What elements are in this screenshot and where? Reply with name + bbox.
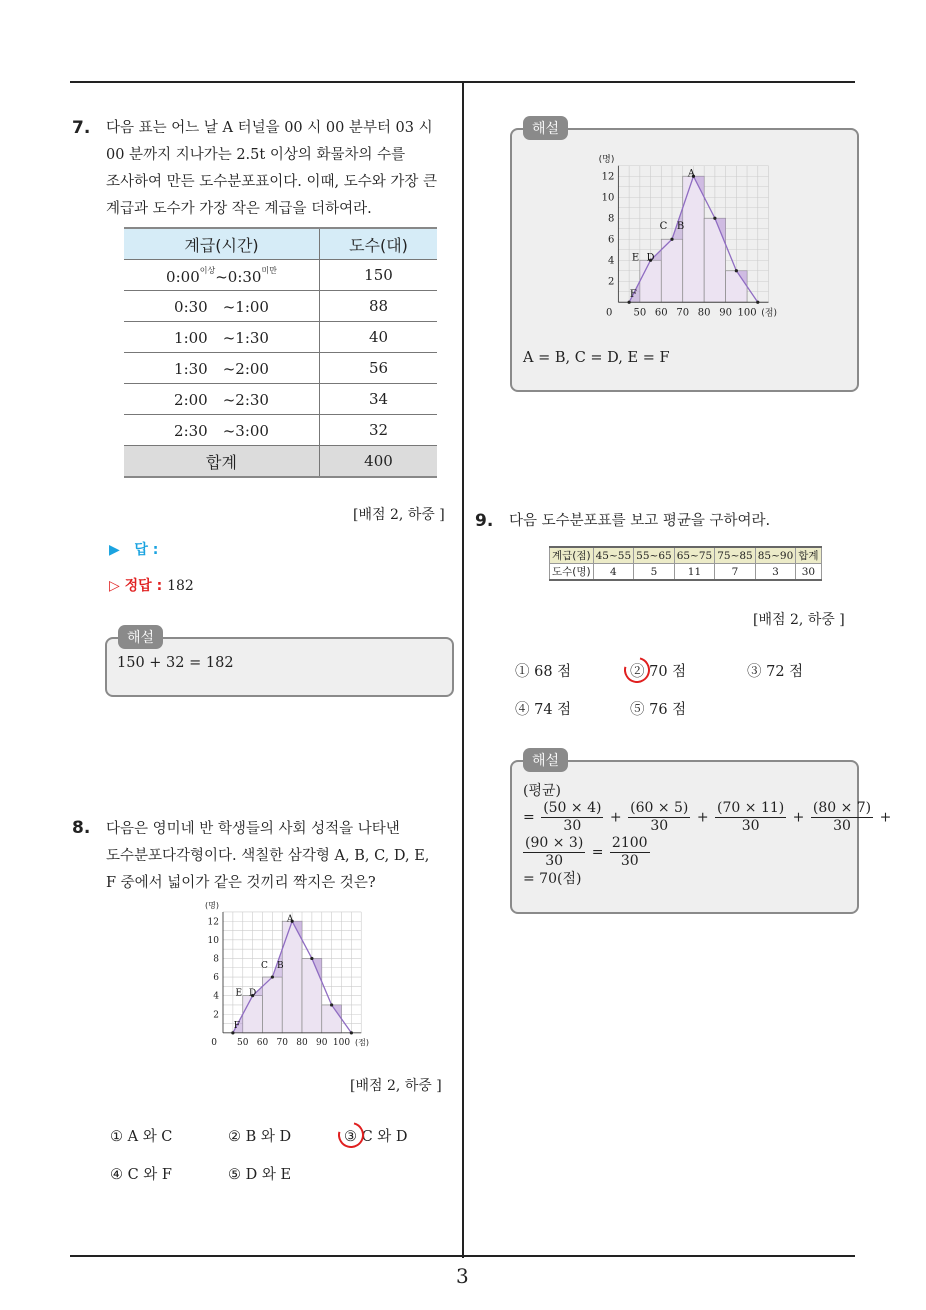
x-tick-label: 60 <box>256 1037 269 1048</box>
explanation-math <box>523 782 891 888</box>
question-7-text <box>106 115 456 223</box>
count-cell: 7 <box>715 564 756 581</box>
table-cell-count: 40 <box>320 322 438 353</box>
question-7-line: 다음 표는 어느 날 A 터널을 00 시 00 분부터 03 시 <box>106 120 433 136</box>
y-unit-label: (명) <box>598 154 615 165</box>
polygon-point <box>310 957 313 960</box>
explanation-answer: A = B, C = D, E = F <box>523 350 670 366</box>
triangle-label: B <box>276 960 284 971</box>
question-7-number: 7. <box>72 118 91 138</box>
option-2[interactable]: ② B 와 D <box>228 1129 292 1145</box>
answer-row <box>109 539 158 559</box>
y-tick-label: 10 <box>601 192 615 204</box>
x-tick-label: 50 <box>237 1037 249 1048</box>
explanation-box-q9 <box>510 760 892 914</box>
fraction <box>715 800 786 835</box>
plus-sign: + <box>879 809 892 826</box>
class-cell: 75~85 <box>715 547 756 564</box>
option-2[interactable]: ② 70 점 <box>630 664 687 680</box>
fraction <box>541 800 603 835</box>
answer-label: 답 : <box>134 542 159 558</box>
table-cell-range: 1:30 ~2:00 <box>124 353 320 384</box>
question-7-line: 조사하여 만든 도수분포표이다. 이때, 도수와 가장 큰 <box>106 174 438 190</box>
polygon-point <box>713 217 716 220</box>
question-8-text <box>106 816 456 897</box>
y-tick-label: 8 <box>608 213 615 225</box>
table-row <box>124 415 437 446</box>
table-row <box>124 322 437 353</box>
question-8-line: 도수분포다각형이다. 색칠한 삼각형 A, B, C, D, E, <box>106 848 430 864</box>
row-label: 계급(점) <box>550 547 594 564</box>
table-total-label: 합계 <box>124 446 320 478</box>
fraction <box>811 800 873 835</box>
histogram-bar <box>263 977 283 1033</box>
question-9-score: [배점 2, 하중 ] <box>753 612 845 628</box>
correct-label: 정답 : <box>124 578 163 594</box>
class-cell: 55~65 <box>634 547 675 564</box>
explanation-box-q8 <box>510 128 859 392</box>
numerator: 2100 <box>611 835 648 851</box>
triangle-label: B <box>676 220 685 232</box>
x-tick-label: 80 <box>697 307 711 319</box>
x-tick-label: 50 <box>633 307 647 319</box>
table-cell-range: 2:00 ~2:30 <box>124 384 320 415</box>
origin-label: 0 <box>211 1037 217 1048</box>
question-7-line: 계급과 도수가 가장 작은 계급을 더하여라. <box>106 201 372 217</box>
option-4[interactable]: ④ 74 점 <box>515 702 572 718</box>
triangle-label: C <box>659 220 668 232</box>
polygon-point <box>670 238 673 241</box>
histogram-bar <box>661 239 682 302</box>
histogram-polygon-chart-left <box>195 898 370 1053</box>
triangle-label: D <box>249 988 257 999</box>
y-tick-label: 6 <box>213 973 219 984</box>
explanation-tab: 해설 <box>118 625 163 649</box>
numerator: (90 × 3) <box>525 835 584 851</box>
x-tick-label: 100 <box>737 307 757 319</box>
question-7-line: 00 분까지 지나가는 2.5t 이상의 화물차의 수를 <box>106 147 406 163</box>
denominator: 30 <box>741 818 760 834</box>
explanation-tab: 해설 <box>523 116 568 140</box>
denominator: 30 <box>563 818 582 834</box>
frequency-table-q7 <box>124 227 437 478</box>
table-total-value: 400 <box>320 446 438 478</box>
histogram-polygon-chart-right <box>588 150 778 325</box>
count-cell: 11 <box>674 564 715 581</box>
denominator: 30 <box>545 853 564 869</box>
mean-heading: (평균) <box>523 783 561 799</box>
correct-answer-row <box>109 575 194 595</box>
polygon-point <box>330 1003 333 1006</box>
question-9-text: 다음 도수분포표를 보고 평균을 구하여라. <box>509 513 771 529</box>
column-divider <box>462 83 464 1258</box>
y-tick-label: 6 <box>608 234 615 246</box>
x-tick-label: 80 <box>296 1037 308 1048</box>
polygon-point <box>735 269 738 272</box>
math-line-1 <box>523 800 891 835</box>
count-cell: 5 <box>634 564 675 581</box>
table-header-class: 계급(시간) <box>124 228 320 260</box>
plus-sign: + <box>792 809 805 826</box>
numerator: (60 × 5) <box>630 800 689 816</box>
mean-result: = 70(점) <box>523 871 582 887</box>
y-tick-label: 2 <box>213 1010 219 1021</box>
question-8-line: F 중에서 넓이가 같은 것끼리 짝지은 것은? <box>106 875 376 891</box>
question-8-line: 다음은 영미네 반 학생들의 사회 성적을 나타낸 <box>106 821 400 837</box>
table-cell-count: 150 <box>320 260 438 291</box>
denominator: 30 <box>833 818 851 834</box>
denominator: 30 <box>650 818 669 834</box>
range-sup-label: 미만 <box>261 265 277 275</box>
y-tick-label: 4 <box>213 991 219 1002</box>
y-tick-label: 10 <box>207 935 219 946</box>
triangle-label: E <box>235 988 243 999</box>
table-row <box>124 384 437 415</box>
y-tick-label: 12 <box>207 917 219 928</box>
table-row <box>124 260 437 291</box>
math-line-2 <box>523 835 891 870</box>
question-7-score: [배점 2, 하중 ] <box>353 507 445 523</box>
option-1[interactable]: ① 68 점 <box>515 664 572 680</box>
y-tick-label: 8 <box>213 954 219 965</box>
x-unit-label: (점) <box>355 1037 369 1047</box>
denominator: 30 <box>620 853 639 869</box>
polygon-point <box>628 301 631 304</box>
play-icon: ▶ <box>109 542 120 558</box>
correct-value: 182 <box>167 578 194 594</box>
triangle-label: C <box>261 960 268 971</box>
selected-answer-mark <box>619 652 655 688</box>
table-row <box>124 291 437 322</box>
total-label: 합계 <box>796 547 821 564</box>
eq-sign: = <box>591 844 604 861</box>
plus-sign: + <box>696 809 709 826</box>
x-tick-label: 70 <box>276 1037 288 1048</box>
triangle-label: F <box>629 289 637 300</box>
fraction <box>523 835 585 870</box>
table-cell-count: 34 <box>320 384 438 415</box>
class-cell: 65~75 <box>674 547 715 564</box>
option-1[interactable]: ① A 와 C <box>110 1129 173 1145</box>
range-from: 0:00 <box>166 267 200 286</box>
eq-sign: = <box>523 809 535 826</box>
bottom-rule <box>70 1255 855 1257</box>
x-tick-label: 90 <box>719 307 732 319</box>
histogram-bar <box>282 921 302 1033</box>
page-number: 3 <box>456 1264 469 1288</box>
x-unit-label: (점) <box>761 308 777 319</box>
numerator: (50 × 4) <box>543 800 602 816</box>
histogram-bar <box>683 176 704 302</box>
y-tick-label: 2 <box>608 276 615 288</box>
selected-answer-mark <box>333 1117 369 1153</box>
table-cell-count: 56 <box>320 353 438 384</box>
histogram-bar <box>640 260 661 302</box>
frequency-table-q9 <box>549 546 822 581</box>
y-tick-label: 4 <box>608 255 615 267</box>
question-8-score: [배점 2, 하중 ] <box>350 1078 442 1094</box>
total-value: 30 <box>796 564 821 581</box>
x-tick-label: 100 <box>332 1037 351 1048</box>
x-tick-label: 70 <box>676 307 690 319</box>
table-row <box>124 353 437 384</box>
numerator: (80 × 7) <box>812 800 872 816</box>
table-cell-range <box>124 260 320 291</box>
explanation-text: 150 + 32 = 182 <box>117 655 234 671</box>
table-cell-count: 32 <box>320 415 438 446</box>
option-4[interactable]: ④ C 와 F <box>110 1167 172 1183</box>
count-cell: 4 <box>593 564 634 581</box>
origin-label: 0 <box>606 307 613 319</box>
fraction <box>610 835 650 870</box>
y-tick-label: 12 <box>601 171 615 183</box>
option-5[interactable]: ⑤ D 와 E <box>228 1167 292 1183</box>
plus-sign: + <box>609 809 622 826</box>
row-label: 도수(명) <box>550 564 594 581</box>
table-cell-count: 88 <box>320 291 438 322</box>
play-outline-icon: ▷ <box>109 578 120 594</box>
class-cell: 85~90 <box>755 547 796 564</box>
triangle-label: E <box>631 252 640 264</box>
option-3[interactable]: ③ 72 점 <box>747 664 804 680</box>
table-header-count: 도수(대) <box>320 228 438 260</box>
triangle-label: F <box>233 1021 240 1032</box>
triangle-label: A <box>687 168 695 180</box>
class-cell: 45~55 <box>593 547 634 564</box>
range-sup-label: 이상 <box>199 265 216 275</box>
option-5[interactable]: ⑤ 76 점 <box>630 702 687 718</box>
histogram-bar <box>243 996 263 1033</box>
polygon-point <box>756 301 759 304</box>
triangle-label: A <box>286 914 294 925</box>
explanation-tab: 해설 <box>523 748 568 772</box>
fraction <box>628 800 690 835</box>
polygon-point <box>350 1031 353 1034</box>
table-cell-range: 0:30 ~1:00 <box>124 291 320 322</box>
count-cell: 3 <box>755 564 796 581</box>
table-cell-range: 2:30 ~3:00 <box>124 415 320 446</box>
question-8-number: 8. <box>72 818 91 838</box>
triangle-label: D <box>646 252 655 264</box>
range-to: ~0:30 <box>215 267 262 286</box>
numerator: (70 × 11) <box>717 800 785 816</box>
x-tick-label: 60 <box>654 307 668 319</box>
question-9-number: 9. <box>475 511 494 531</box>
polygon-point <box>231 1031 234 1034</box>
y-unit-label: (명) <box>205 900 219 910</box>
option-3[interactable]: ③ C 와 D <box>344 1129 408 1145</box>
x-tick-label: 90 <box>316 1037 328 1048</box>
table-cell-range: 1:00 ~1:30 <box>124 322 320 353</box>
polygon-point <box>271 975 274 978</box>
